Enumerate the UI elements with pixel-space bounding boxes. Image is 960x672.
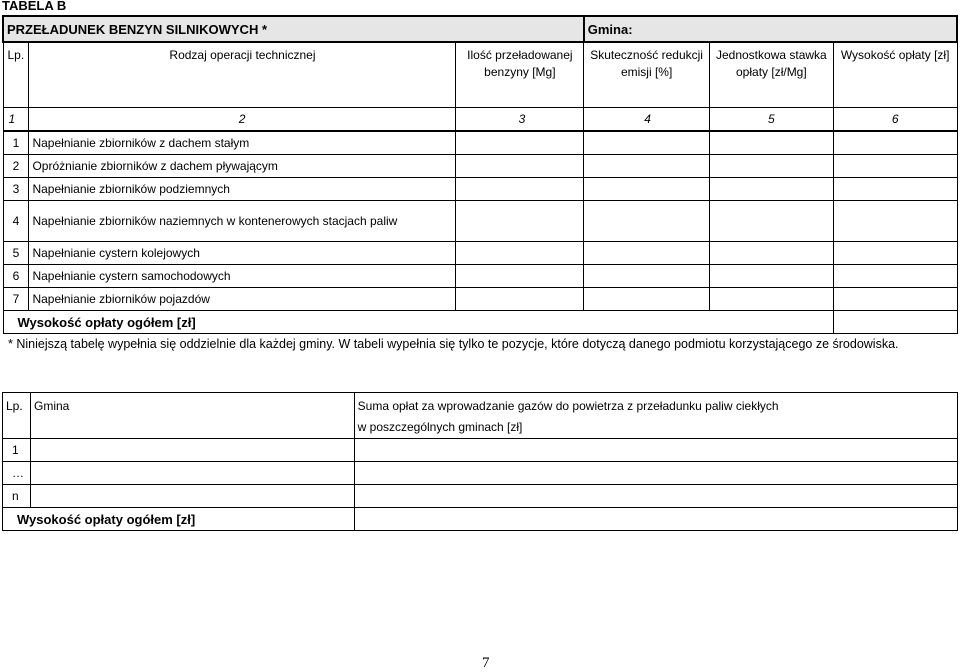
header-effectiveness: Skuteczność redukcji emisji [%] (584, 42, 710, 108)
table-b-title-row (3, 16, 957, 42)
quantity-cell[interactable] (456, 265, 584, 288)
row-lp: 6 (3, 265, 29, 288)
table-row (3, 439, 958, 462)
table-b (2, 15, 958, 334)
rate-cell[interactable] (709, 131, 833, 155)
row-operation: Napełnianie zbiorników podziemnych (29, 178, 456, 201)
quantity-cell[interactable] (456, 155, 584, 178)
footnote: * Niniejszą tabelę wypełnia się oddzielnie dla każdej gminy. W tabeli wypełnia się tylko te pozycje, które dotyczą danego podmiotu korzystającego ze środowiska. (8, 337, 899, 351)
table-label: TABELA B (2, 0, 67, 13)
row-lp: 5 (3, 242, 29, 265)
gmina-cell[interactable] (30, 439, 354, 462)
gmina-cell[interactable] (30, 462, 354, 485)
gmina-label: Gmina: (584, 16, 957, 42)
effectiveness-cell[interactable] (584, 178, 710, 201)
table-b-header-row (3, 42, 957, 108)
row-lp: 4 (3, 201, 29, 242)
table-row (3, 155, 957, 178)
row-lp: n (3, 485, 31, 508)
effectiveness-cell[interactable] (584, 288, 710, 311)
effectiveness-cell[interactable] (584, 201, 710, 242)
header-quantity: Ilość przeładowanej benzyny [Mg] (456, 42, 584, 108)
fee-cell[interactable] (833, 178, 957, 201)
table-row (3, 131, 957, 155)
fee-cell[interactable] (833, 265, 957, 288)
header-lp: Lp. (3, 393, 31, 439)
table-gminy (2, 392, 958, 531)
fee-cell[interactable] (833, 155, 957, 178)
column-numbers-row (3, 108, 957, 132)
table-row (3, 288, 957, 311)
table-gminy-header-row (3, 393, 958, 439)
row-operation: Napełnianie cystern samochodowych (29, 265, 456, 288)
table-row (3, 178, 957, 201)
rate-cell[interactable] (709, 155, 833, 178)
row-operation: Opróżnianie zbiorników z dachem pływającym (29, 155, 456, 178)
rate-cell[interactable] (709, 265, 833, 288)
rate-cell[interactable] (709, 201, 833, 242)
sum-cell[interactable] (354, 462, 957, 485)
total-fee-cell[interactable] (833, 311, 957, 334)
fee-cell[interactable] (833, 288, 957, 311)
header-fee: Wysokość opłaty [zł] (833, 42, 957, 108)
rate-cell[interactable] (709, 242, 833, 265)
header-sum-line1: Suma opłat za wprowadzanie gazów do powietrza z przeładunku paliw ciekłych (357, 399, 779, 413)
gmina-cell[interactable] (30, 485, 354, 508)
column-number: 3 (456, 108, 584, 132)
header-operation: Rodzaj operacji technicznej (29, 42, 456, 108)
table-b-title: PRZEŁADUNEK BENZYN SILNIKOWYCH * (3, 16, 584, 42)
effectiveness-cell[interactable] (584, 131, 710, 155)
row-lp: 3 (3, 178, 29, 201)
quantity-cell[interactable] (456, 242, 584, 265)
effectiveness-cell[interactable] (584, 242, 710, 265)
row-operation: Napełnianie zbiorników z dachem stałym (29, 131, 456, 155)
effectiveness-cell[interactable] (584, 265, 710, 288)
total-sum-cell[interactable] (354, 508, 957, 531)
total-row (3, 311, 957, 334)
table-row (3, 201, 957, 242)
rate-cell[interactable] (709, 178, 833, 201)
total-label: Wysokość opłaty ogółem [zł] (3, 508, 355, 531)
header-gmina: Gmina (30, 393, 354, 439)
column-number: 6 (833, 108, 957, 132)
quantity-cell[interactable] (456, 288, 584, 311)
quantity-cell[interactable] (456, 131, 584, 155)
column-number: 1 (3, 108, 29, 132)
column-number: 5 (709, 108, 833, 132)
table-row (3, 485, 958, 508)
total-label: Wysokość opłaty ogółem [zł] (3, 311, 833, 334)
quantity-cell[interactable] (456, 178, 584, 201)
header-rate: Jednostkowa stawka opłaty [zł/Mg] (709, 42, 833, 108)
rate-cell[interactable] (709, 288, 833, 311)
quantity-cell[interactable] (456, 201, 584, 242)
total-row (3, 508, 958, 531)
table-row (3, 242, 957, 265)
table-row (3, 462, 958, 485)
row-lp: 1 (3, 131, 29, 155)
row-lp: 1 (3, 439, 31, 462)
row-lp: … (3, 462, 31, 485)
header-lp: Lp. (3, 42, 29, 108)
fee-cell[interactable] (833, 131, 957, 155)
column-number: 4 (584, 108, 710, 132)
fee-cell[interactable] (833, 201, 957, 242)
sum-cell[interactable] (354, 439, 957, 462)
header-sum-line2: w poszczególnych gminach [zł] (357, 420, 523, 434)
table-row (3, 265, 957, 288)
header-sum (354, 393, 957, 439)
sum-cell[interactable] (354, 485, 957, 508)
row-operation: Napełnianie zbiorników pojazdów (29, 288, 456, 311)
row-lp: 2 (3, 155, 29, 178)
row-lp: 7 (3, 288, 29, 311)
column-number: 2 (29, 108, 456, 132)
effectiveness-cell[interactable] (584, 155, 710, 178)
row-operation: Napełnianie zbiorników naziemnych w kontenerowych stacjach paliw (29, 201, 456, 242)
page-number: 7 (482, 655, 490, 671)
row-operation: Napełnianie cystern kolejowych (29, 242, 456, 265)
fee-cell[interactable] (833, 242, 957, 265)
